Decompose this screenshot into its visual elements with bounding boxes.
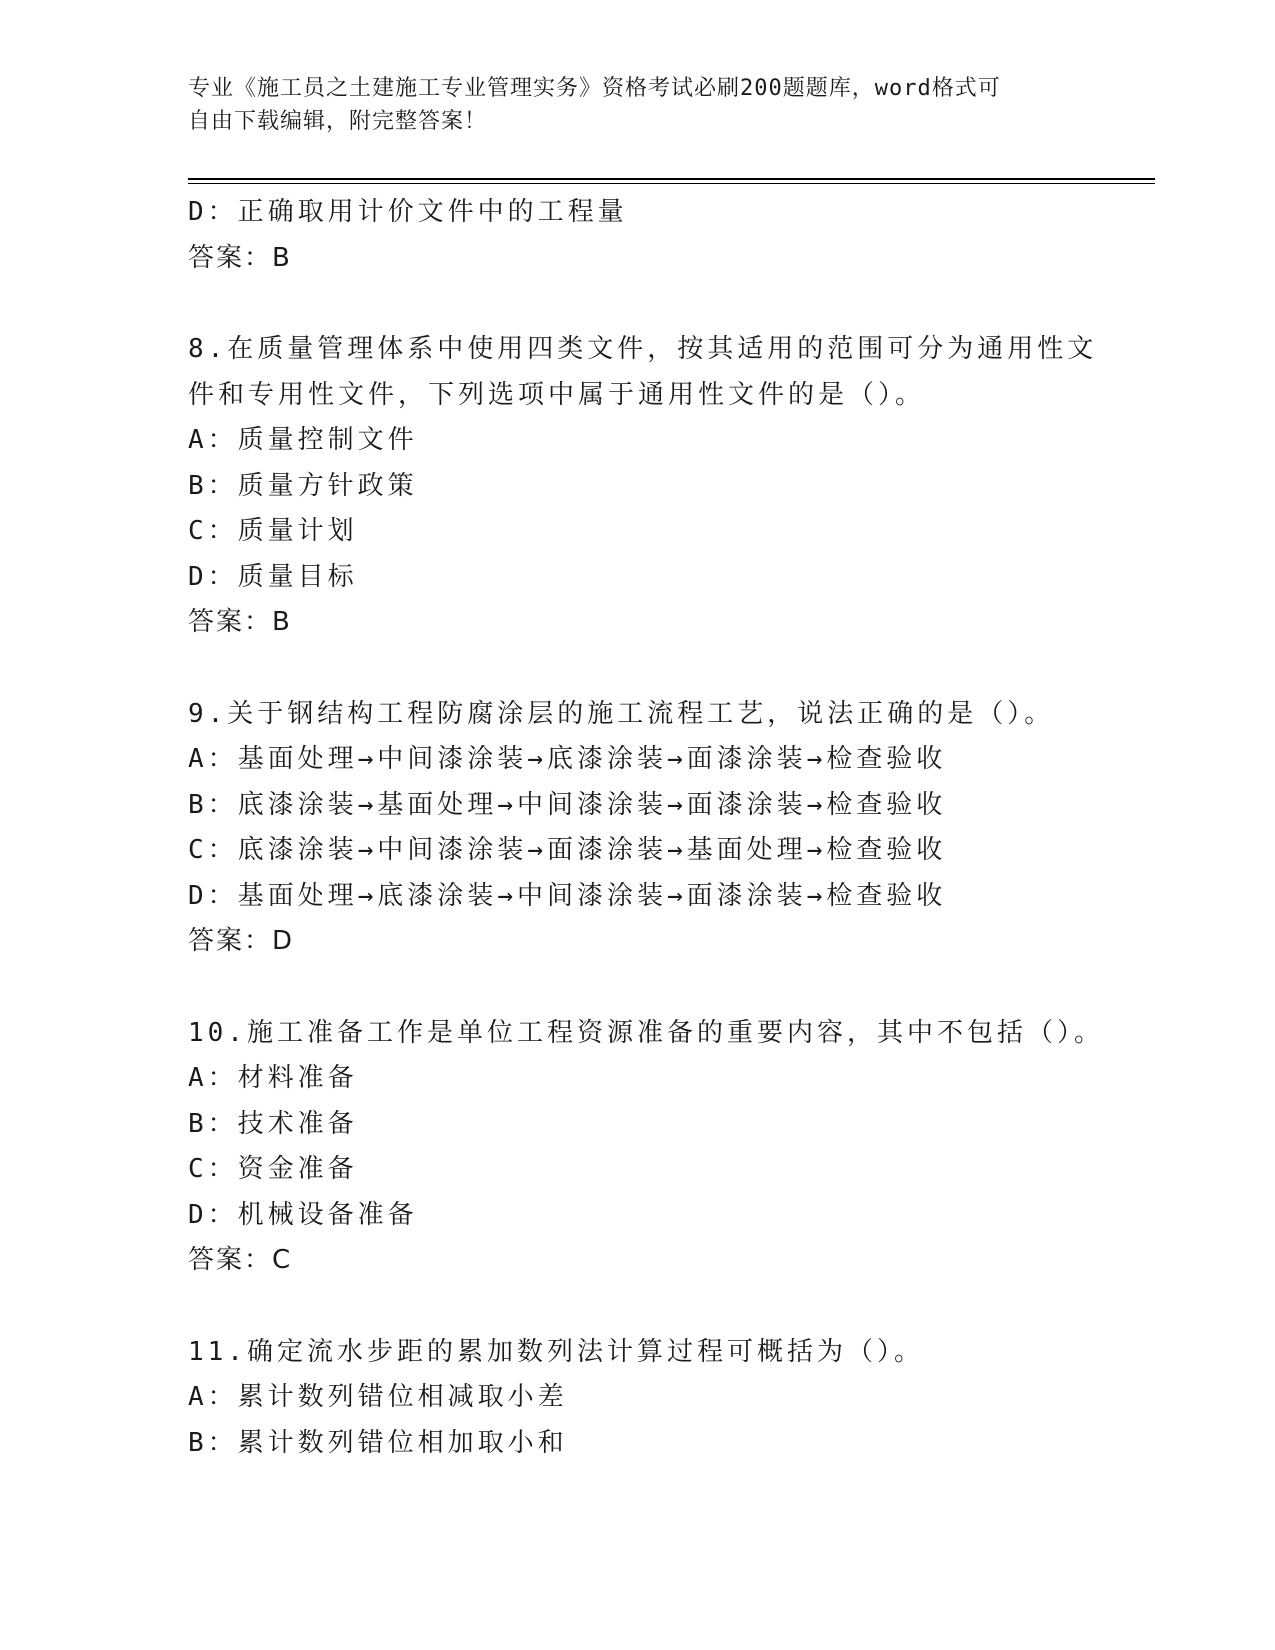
question-text-line-1: 8.在质量管理体系中使用四类文件，按其适用的范围可分为通用性文 [188,334,1098,364]
option-b: B：技术准备 [188,1108,358,1139]
option-b: B：累计数列错位相加取小和 [188,1427,568,1458]
header-line-2: 自由下载编辑，附完整答案！ [188,109,488,134]
question-7-tail [188,190,1118,281]
option-c: C：质量计划 [188,516,358,546]
header-rule-thin [188,183,1155,184]
header-rule-thick [188,178,1155,180]
option-a: A：累计数列错位相减取小差 [188,1382,568,1412]
question-text-line-1: 10.施工准备工作是单位工程资源准备的重要内容，其中不包括（）。 [188,1017,1104,1048]
question-text-line-1: 11.确定流水步距的累加数列法计算过程可概括为（）。 [188,1336,924,1367]
option-d: D：基面处理→底漆涂装→中间漆涂装→面漆涂装→检查验收 [188,880,947,911]
document-body [188,190,1118,1466]
question-text-line-1: 9.关于钢结构工程防腐涂层的施工流程工艺，说法正确的是（）。 [188,698,1055,729]
option-d: D：机械设备准备 [188,1199,418,1230]
answer: 答案：B [188,607,292,637]
option-d: D：质量目标 [188,561,358,592]
answer: 答案：C [188,1245,293,1275]
question-text-line-2: 件和专用性文件，下列选项中属于通用性文件的是（）。 [188,379,926,410]
document-header [188,72,1088,138]
answer: 答案：B [188,242,292,273]
option-b: B：底漆涂装→基面处理→中间漆涂装→面漆涂装→检查验收 [188,789,947,820]
question-11 [188,1330,1118,1467]
option-a: A：质量控制文件 [188,425,418,455]
option-b: B：质量方针政策 [188,470,418,501]
question-9 [188,692,1118,965]
option-c: C：底漆涂装→中间漆涂装→面漆涂装→基面处理→检查验收 [188,835,947,865]
option-a: A：基面处理→中间漆涂装→底漆涂装→面漆涂装→检查验收 [188,744,947,774]
option-d: D：正确取用计价文件中的工程量 [188,197,628,227]
option-a: A：材料准备 [188,1063,358,1093]
option-c: C：资金准备 [188,1154,358,1184]
question-8 [188,327,1118,646]
header-line-1: 专业《施工员之土建施工专业管理实务》资格考试必刷200题题库，word格式可 [188,76,1001,101]
answer: 答案：D [188,926,295,956]
question-10 [188,1011,1118,1284]
